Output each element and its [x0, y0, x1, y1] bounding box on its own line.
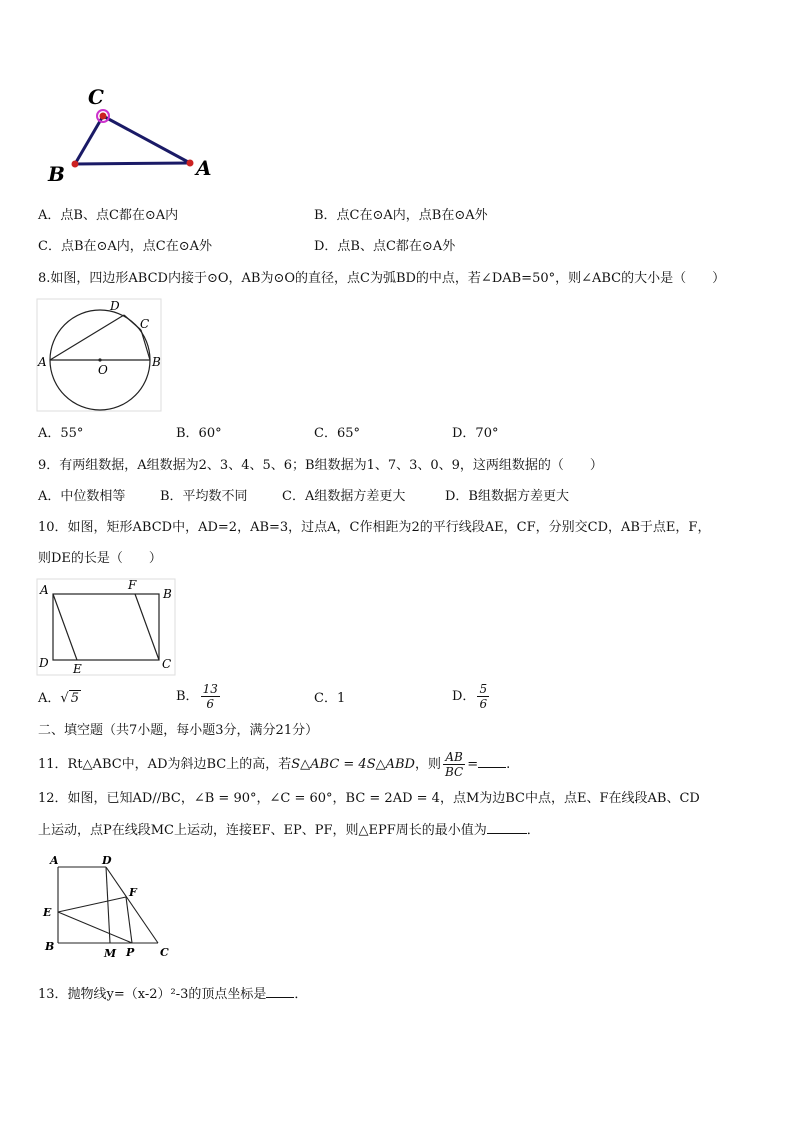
trap-label-a: A	[50, 854, 59, 867]
segment-fc	[135, 594, 159, 660]
q12-text-line2	[38, 821, 540, 840]
trap-label-e: E	[43, 906, 52, 919]
trap-label-d: D	[102, 854, 112, 867]
q13-end: ．	[294, 987, 308, 1002]
q8-text: 8.如图，四边形ABCD内接于⊙O，AB为⊙O的直径，点C为弧BD的中点，若∠DAB=50°，则∠ABC的大小是（ ）	[38, 271, 726, 286]
q13-question: 13．抛物线y=（x-2）²-3的顶点坐标是	[38, 987, 267, 1002]
rect-label-b: B	[163, 587, 172, 601]
chord-ad	[50, 315, 124, 360]
q12-end: ．	[526, 823, 540, 838]
circle-figure	[36, 298, 162, 412]
q10-option-b-prefix: B．	[176, 689, 199, 704]
q11-equation: S△ABC = 4S△ABD	[291, 757, 415, 772]
circle-svg	[36, 298, 162, 412]
trap-label-b: B	[45, 940, 55, 953]
section-2-title: 二、填空题（共7小题，每小题3分，满分21分）	[38, 723, 319, 738]
q11-answer-blank[interactable]	[478, 755, 506, 768]
circle-label-b: B	[152, 355, 161, 369]
triangle-figure	[40, 82, 220, 188]
q7-option-a: A．点B、点C都在⊙A内	[38, 208, 179, 223]
circle-label-o: O	[98, 363, 108, 377]
circle-label-a: A	[38, 355, 47, 369]
label-c: C	[88, 85, 104, 109]
q7-option-b: B．点C在⊙A内，点B在⊙A外	[314, 208, 488, 223]
segment-ef	[58, 897, 126, 912]
q12-text-line1: 12．如图，已知AD//BC，∠B = 90°，∠C = 60°，BC = 2AD = 4，点M为边BC中点，点E、F在线段AB、CD	[38, 791, 700, 806]
q10-option-d-denominator: 6	[479, 697, 488, 711]
q9-option-b: B．平均数不同	[160, 489, 248, 504]
q11-fraction	[443, 750, 465, 779]
q11-prefix: 11．Rt△ABC中，AD为斜边BC上的高，若	[38, 757, 292, 772]
q10-option-b	[176, 682, 222, 711]
q9-option-d: D．B组数据方差更大	[445, 489, 569, 504]
label-b: B	[48, 162, 65, 186]
q10-option-a	[38, 690, 81, 708]
label-a: A	[196, 156, 212, 180]
chord-dc	[124, 315, 141, 330]
q9-option-c: C．A组数据方差更大	[282, 489, 406, 504]
trap-label-f: F	[129, 886, 137, 899]
q11-mid: ，则	[414, 757, 441, 772]
q11-equals: =	[467, 757, 479, 772]
q10-option-a-radicand: 5	[70, 691, 79, 706]
trapezoid-svg	[38, 852, 172, 962]
segment-dm	[106, 867, 110, 943]
q10-option-d-fraction	[477, 682, 489, 711]
q10-option-d-prefix: D．	[452, 689, 476, 704]
q13-text	[38, 985, 307, 1004]
rect-label-e: E	[73, 662, 82, 676]
q10-option-c: C．1	[314, 691, 346, 706]
q8-option-d: D．70°	[452, 426, 499, 441]
segment-dc	[106, 867, 158, 943]
segment-ae	[53, 594, 77, 660]
q12-line2-text: 上运动，点P在线段MC上运动，连接EF、EP、PF，则△EPF周长的最小值为	[38, 823, 487, 838]
q11-denominator: BC	[444, 765, 464, 779]
trap-label-m: M	[104, 947, 117, 960]
point-c	[100, 113, 107, 120]
q8-option-b: B．60°	[176, 426, 222, 441]
q10-option-b-denominator: 6	[206, 697, 215, 711]
q10-text-line1: 10．如图，矩形ABCD中，AD=2，AB=3，过点A，C作相距为2的平行线段AE，CF，分别交CD，AB于点E，F，	[38, 520, 711, 535]
q11-numerator: AB	[443, 750, 465, 765]
circle-label-c: C	[140, 317, 150, 331]
q10-option-d	[452, 682, 491, 711]
segment-ep	[58, 912, 132, 943]
q10-text-line2: 则DE的长是（ ）	[38, 551, 162, 566]
q13-answer-blank[interactable]	[266, 985, 294, 998]
q10-option-a-sqrt: √ 5	[60, 691, 79, 706]
q10-option-a-prefix: A．	[38, 691, 61, 706]
rectangle-abcd	[53, 594, 159, 660]
q9-text: 9．有两组数据，A组数据为2、3、4、5、6；B组数据为1、7、3、0、9，这两组数据的（ ）	[38, 458, 603, 473]
q7-option-d: D．点B、点C都在⊙A外	[314, 239, 456, 254]
rect-label-f: F	[128, 578, 137, 592]
q12-answer-blank[interactable]	[487, 821, 527, 834]
q8-option-c: C．65°	[314, 426, 360, 441]
point-b	[72, 161, 79, 168]
q10-option-d-numerator: 5	[479, 682, 488, 696]
trap-label-p: P	[126, 946, 135, 959]
rectangle-svg	[36, 578, 176, 676]
point-a	[187, 160, 194, 167]
circle-figure-border	[37, 299, 161, 411]
center-o	[98, 358, 101, 361]
segment-ca	[103, 116, 190, 163]
q7-option-c: C．点B在⊙A内，点C在⊙A外	[38, 239, 213, 254]
rectangle-figure	[36, 578, 176, 676]
rect-label-c: C	[162, 657, 172, 671]
triangle-svg	[40, 82, 220, 188]
chord-cb	[141, 330, 150, 360]
segment-cb	[75, 116, 103, 164]
rect-label-a: A	[40, 583, 49, 597]
q11-text	[38, 750, 510, 780]
q10-option-b-fraction	[201, 682, 220, 711]
q11-end: .	[506, 757, 511, 772]
segment-ba	[75, 163, 190, 164]
circle-label-d: D	[110, 299, 120, 313]
rect-label-d: D	[39, 656, 49, 670]
trap-label-c: C	[160, 946, 169, 959]
q9-option-a: A．中位数相等	[38, 489, 126, 504]
q8-option-a: A．55°	[38, 426, 84, 441]
q10-option-b-numerator: 13	[202, 682, 218, 696]
trapezoid-figure	[38, 852, 172, 962]
